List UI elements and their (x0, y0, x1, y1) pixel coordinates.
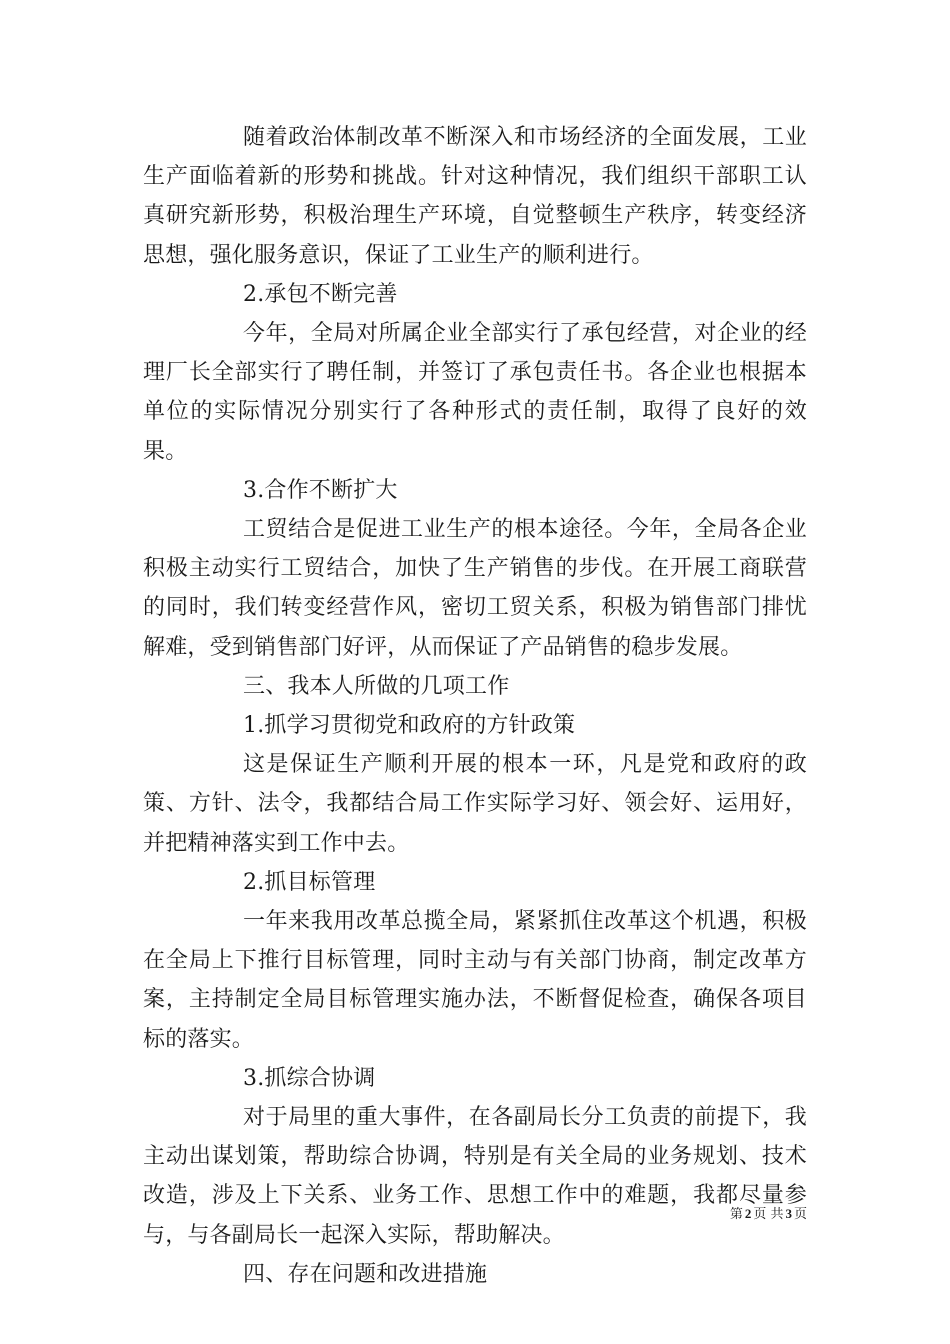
body-paragraph: 这是保证生产顺利开展的根本一环，凡是党和政府的政策、方针、法令，我都结合局工作实际学习好、领会好、运用好，并把精神落实到工作中去。 (143, 752, 807, 856)
section-subheading: 3.抓综合协调 (243, 1065, 376, 1091)
section-subheading: 3.合作不断扩大 (243, 477, 398, 503)
current-page-number: 2 (744, 1206, 752, 1221)
section-heading: 三、我本人所做的几项工作 (243, 673, 510, 699)
section-subheading: 2.抓目标管理 (243, 869, 376, 895)
footer-middle: 页 共 (753, 1207, 784, 1222)
document-body (143, 118, 807, 1294)
section-heading: 四、存在问题和改进措施 (243, 1261, 488, 1287)
body-paragraph: 对于局里的重大事件，在各副局长分工负责的前提下，我主动出谋划策，帮助综合协调，特别是有关全局的业务规划、技术改造，涉及上下关系、业务工作、思想工作中的难题，我都尽量参与，与各副局长一起深入实际，帮助解决。 (143, 1105, 807, 1248)
footer-suffix: 页 (793, 1207, 807, 1222)
section-subheading: 1.抓学习贯彻党和政府的方针政策 (243, 713, 576, 739)
page-number-footer (730, 1206, 807, 1223)
body-paragraph: 今年，全局对所属企业全部实行了承包经营，对企业的经理厂长全部实行了聘任制，并签订了承包责任书。各企业也根据本单位的实际情况分别实行了各种形式的责任制，取得了良好的效果。 (143, 321, 807, 464)
body-paragraph: 一年来我用改革总揽全局，紧紧抓住改革这个机遇，积极在全局上下推行目标管理，同时主动与有关部门协商，制定改革方案，主持制定全局目标管理实施办法，不断督促检查，确保各项目标的落实。 (143, 909, 807, 1052)
body-paragraph: 随着政治体制改革不断深入和市场经济的全面发展，工业生产面临着新的形势和挑战。针对这种情况，我们组织干部职工认真研究新形势，积极治理生产环境，自觉整顿生产秩序，转变经济思想，强化服务意识，保证了工业生产的顺利进行。 (143, 125, 807, 268)
footer-prefix: 第 (729, 1207, 743, 1222)
body-paragraph: 工贸结合是促进工业生产的根本途径。今年，全局各企业积极主动实行工贸结合，加快了生产销售的步伐。在开展工商联营的同时，我们转变经营作风，密切工贸关系，积极为销售部门排忧解难，受到销售部门好评，从而保证了产品销售的稳步发展。 (143, 517, 807, 660)
total-pages-number: 3 (785, 1206, 792, 1221)
section-subheading: 2.承包不断完善 (243, 281, 398, 307)
